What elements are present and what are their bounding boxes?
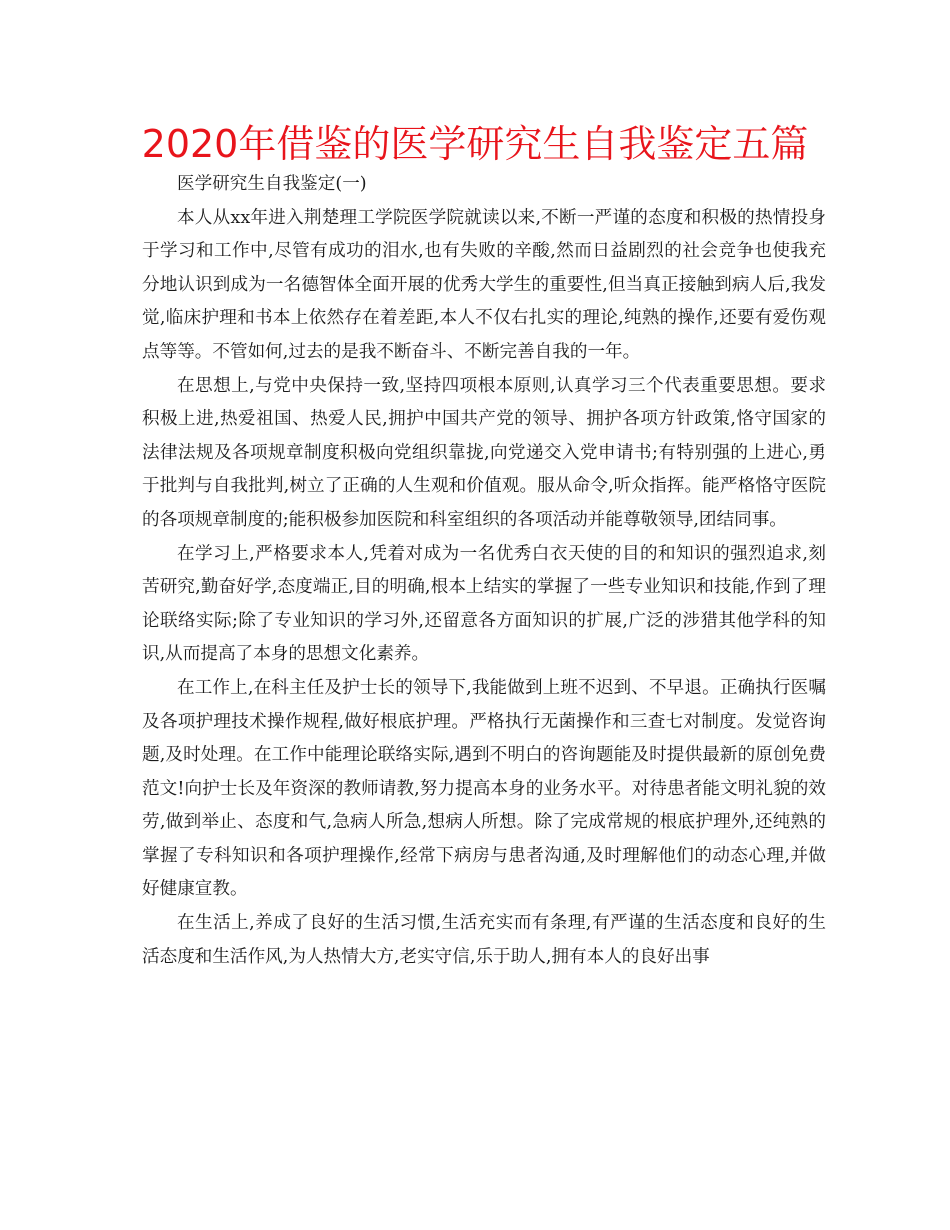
document-body [142, 168, 826, 974]
paragraph-life: 在生活上,养成了良好的生活习惯,生活充实而有条理,有严谨的生活态度和良好的生活态度和生活作风,为人热情大方,老实守信,乐于助人,拥有本人的良好出事 [142, 913, 826, 967]
section-subtitle: 医学研究生自我鉴定(一) [177, 174, 367, 194]
paragraph-work: 在工作上,在科主任及护士长的领导下,我能做到上班不迟到、不早退。正确执行医嘱及各项护理技术操作规程,做好根底护理。严格执行无菌操作和三查七对制度。发觉咨询题,及时处理。在工作中能理论联络实际,遇到不明白的咨询题能及时提供最新的原创免费范文!向护士长及年资深的教师请教,努力提高本身的业务水平。对待患者能文明礼貌的效劳,做到举止、态度和气,急病人所急,想病人所想。除了完成常规的根底护理外,还纯熟的掌握了专科知识和各项护理操作,经常下病房与患者沟通,及时理解他们的动态心理,并做好健康宣教。 [142, 677, 826, 900]
paragraph-study: 在学习上,严格要求本人,凭着对成为一名优秀白衣天使的目的和知识的强烈追求,刻苦研究,勤奋好学,态度端正,目的明确,根本上结实的掌握了一些专业知识和技能,作到了理论联络实际;除了专业知识的学习外,还留意各方面知识的扩展,广泛的涉猎其他学科的知识,从而提高了本身的思想文化素养。 [142, 543, 826, 665]
paragraph-ideology: 在思想上,与党中央保持一致,坚持四项根本原则,认真学习三个代表重要思想。要求积极上进,热爱祖国、热爱人民,拥护中国共产党的领导、拥护各项方针政策,恪守国家的法律法规及各项规章制度积极向党组织靠拢,向党递交入党申请书;有特别强的上进心,勇于批判与自我批判,树立了正确的人生观和价值观。服从命令,听众指挥。能严格恪守医院的各项规章制度的;能积极参加医院和科室组织的各项活动并能尊敬领导,团结同事。 [142, 375, 826, 530]
paragraph-intro: 本人从xx年进入荆楚理工学院医学院就读以来,不断一严谨的态度和积极的热情投身于学习和工作中,尽管有成功的泪水,也有失败的辛酸,然而日益剧烈的社会竞争也使我充分地认识到成为一名德智体全面开展的优秀大学生的重要性,但当真正接触到病人后,我发觉,临床护理和书本上依然存在着差距,本人不仅右扎实的理论,纯熟的操作,还要有爱伤观点等等。不管如何,过去的是我不断奋斗、不断完善自我的一年。 [142, 207, 826, 362]
document-title: 2020年借鉴的医学研究生自我鉴定五篇 [141, 122, 809, 166]
